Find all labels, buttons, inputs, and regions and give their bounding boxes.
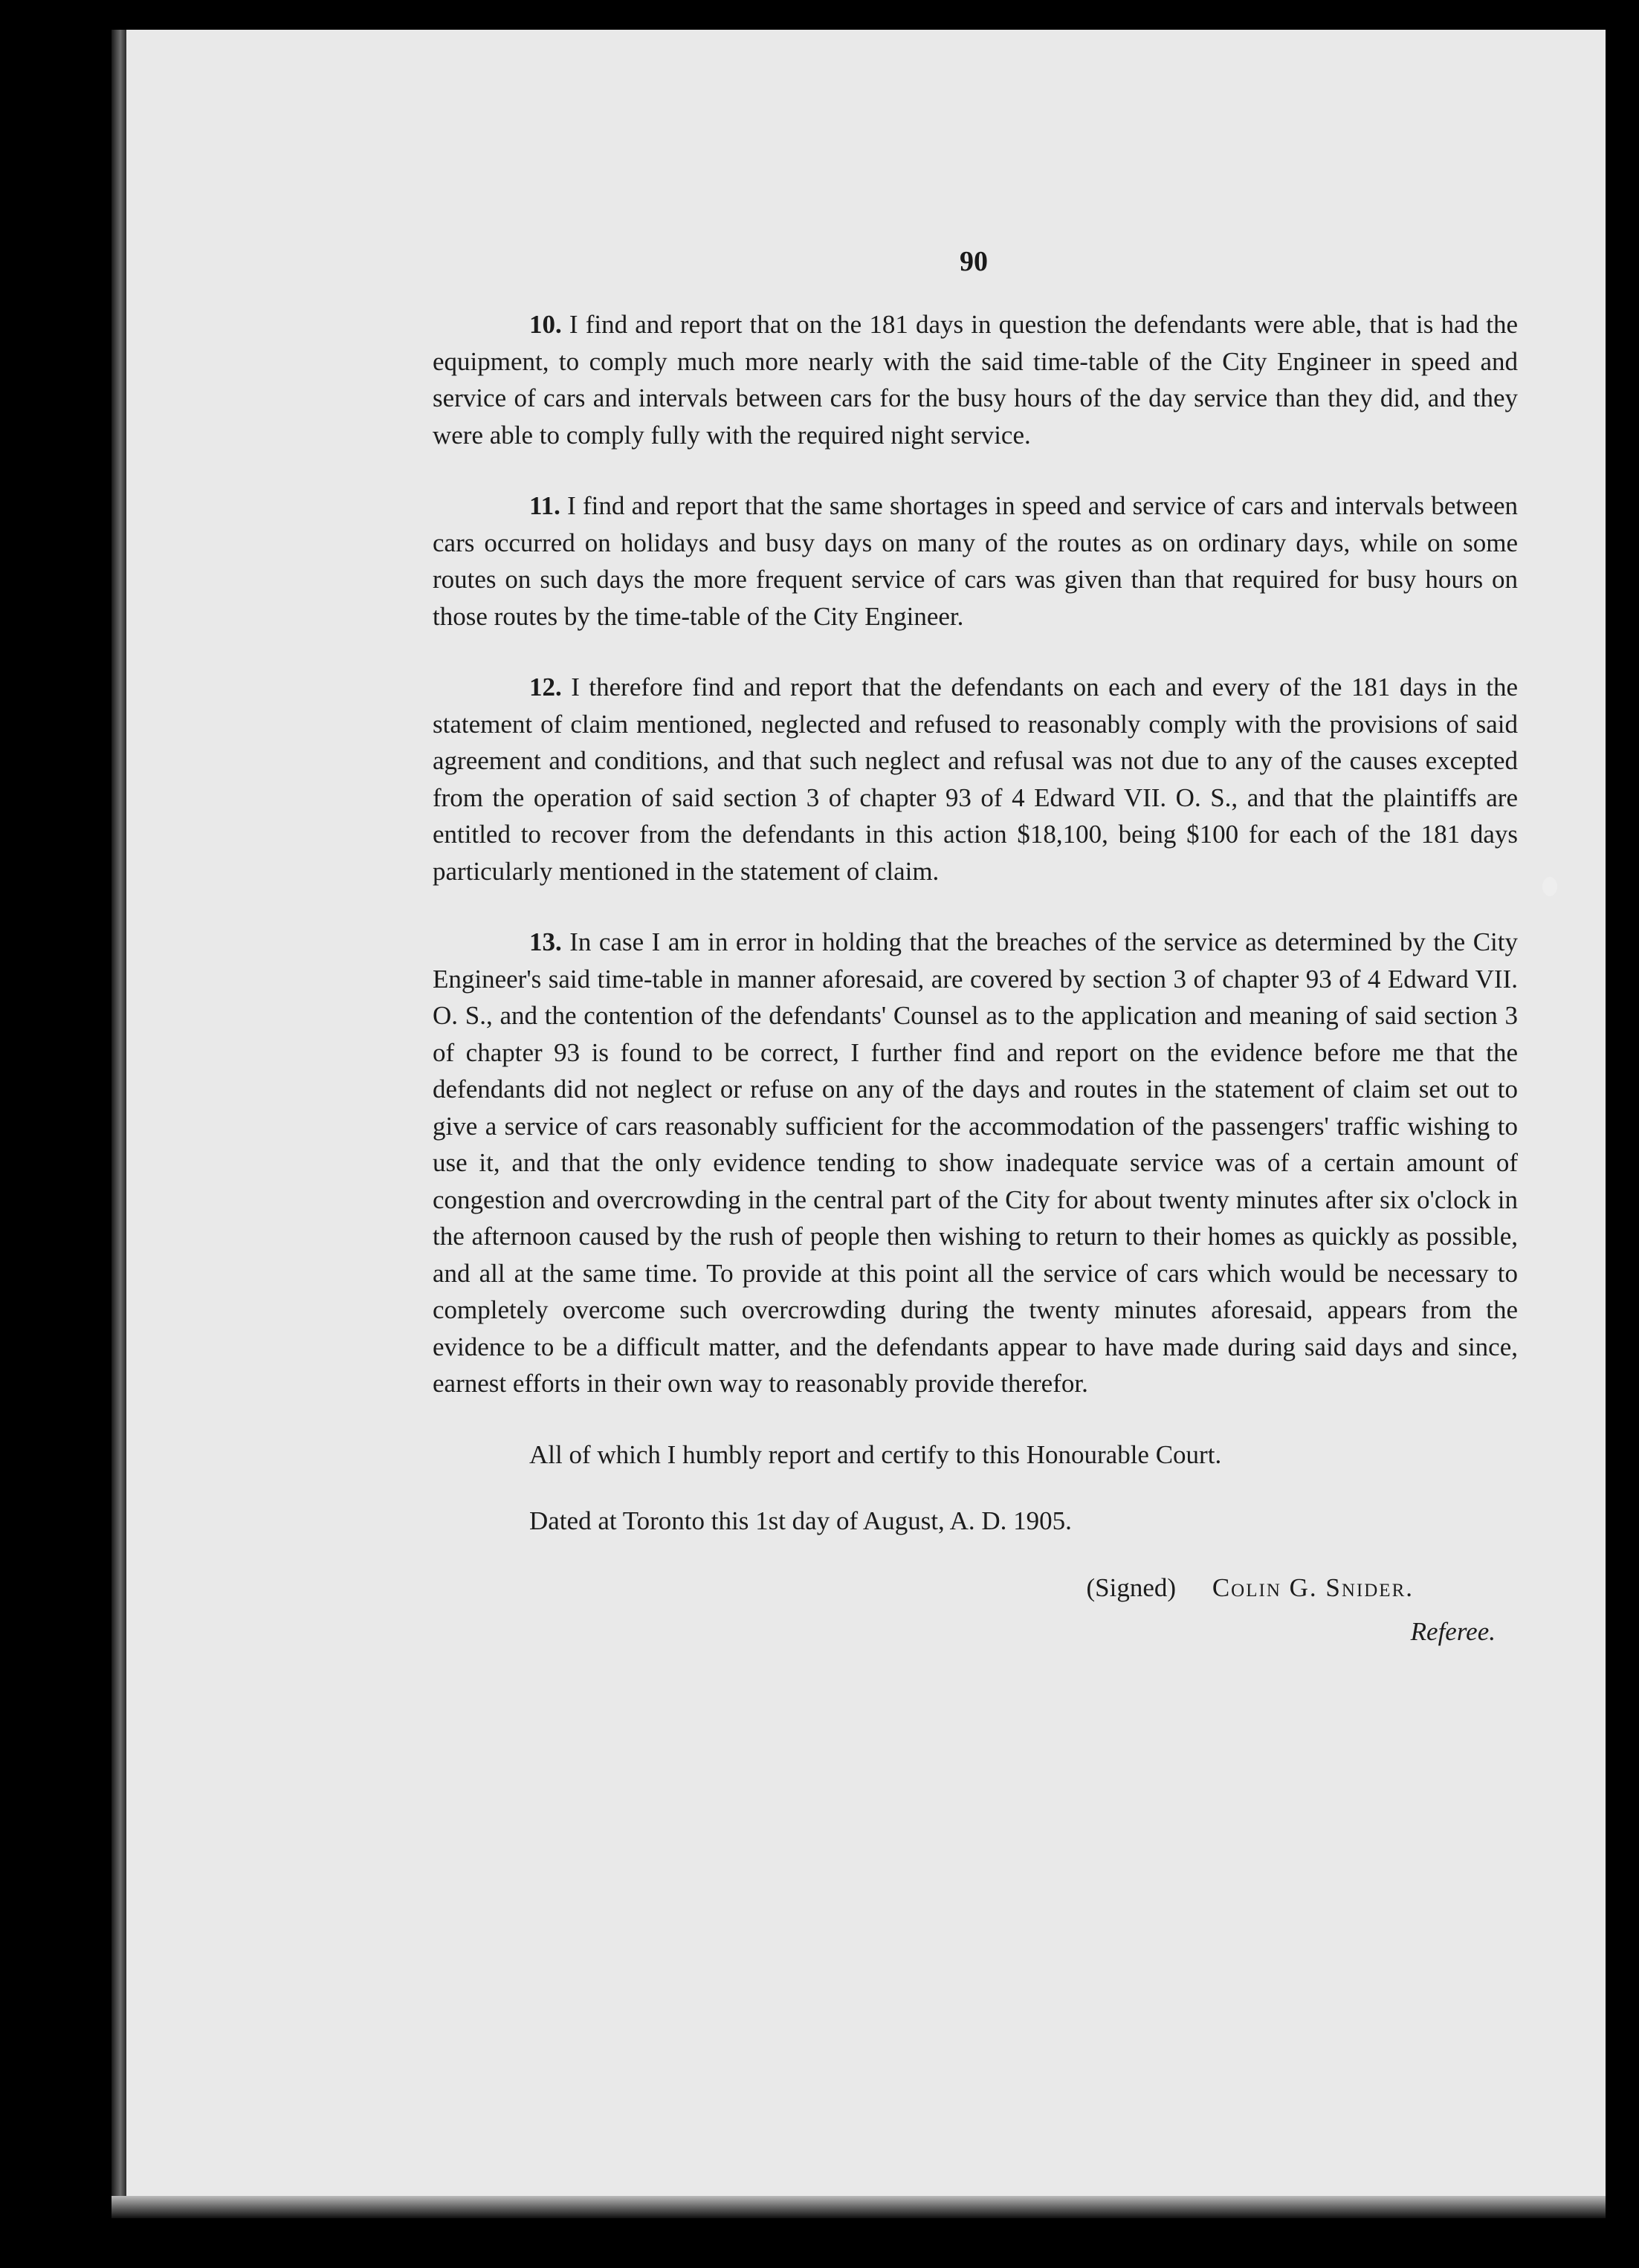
signer-title: Referee. [1410, 1617, 1496, 1646]
paragraph-number: 10. [529, 310, 562, 339]
paragraph-number: 13. [529, 927, 562, 956]
paragraph-12 [433, 669, 1518, 890]
paragraph-number: 11. [529, 491, 560, 520]
page-blemish [1542, 877, 1557, 896]
dated-line: Dated at Toronto this 1st day of August, A. D. 1905. [529, 1506, 1072, 1535]
signed-label: (Signed) [1086, 1572, 1177, 1602]
paragraph-text: I therefore find and report that the defendants on each and every of the 181 days in the statement of claim mentioned, neglected and refused to reasonably comply with the provisions of said agreement and conditions, and that such neglect and refusal was not due to any of the causes excepted from the operation of said section 3 of chapter 93 of 4 Edward VII. O. S., and that the plaintiffs are entitled to recover from the defendants in this action $18,100, being $100 for each of the 181 days particularly mentioned in the statement of claim. [433, 673, 1519, 886]
paragraph-11 [433, 487, 1518, 635]
signer-name: Colin G. Snider. [1212, 1572, 1414, 1602]
paragraph-text: I find and report that on the 181 days in question the defendants were able, that is had the equipment, to comply much more nearly with the said time-table of the City Engineer in speed and service of cars and intervals between cars for the busy hours of the day service than they did, and they were able to comply fully with the required night service. [433, 310, 1518, 450]
paragraph-text: I find and report that the same shortages in speed and service of cars and intervals between cars occurred on holidays and busy days on many of the routes as on ordinary days, while on some routes on such days the more frequent service of cars was given than that required for busy hours on those routes by the time-table of the City Engineer. [433, 491, 1518, 631]
signature-line [433, 1569, 1518, 1607]
paragraph-number: 12. [529, 673, 562, 702]
paragraph-13 [433, 924, 1518, 1402]
page-number: 90 [960, 246, 988, 277]
paragraph-text: In case I am in error in holding that the breaches of the service as determined by the City Engineer's said time-table in manner aforesaid, are covered by section 3 of chapter 93 of 4 Edward VII. O. S., and the contention of the defendants' Counsel as to the application and meaning of said section 3 of chapter 93 is found to be correct, I further find and report on the evidence before me that the defendants did not neglect or refuse on any of the days and routes in the statement of claim set out to give a service of cars reasonably sufficient for the accommodation of the passengers' traffic wishing to use it, and that the only evidence tending to show inadequate service was of a certain amount of congestion and overcrowding in the central part of the City for about twenty minutes after six o'clock in the afternoon caused by the rush of people then wishing to return to their homes as quickly as possible, and all at the same time. To provide at this point all the service of cars which would be necessary to completely overcome such overcrowding during the twenty minutes aforesaid, appears from the evidence to be a difficult matter, and the defendants appear to have made during said days and since, earnest efforts in their own way to reasonably provide therefor. [433, 927, 1518, 1398]
page-bottom-edge [111, 2196, 1606, 2218]
certification-line: All of which I humbly report and certify to this Honourable Court. [529, 1439, 1222, 1469]
document-body [433, 306, 1518, 1650]
paragraph-10 [433, 306, 1518, 453]
page-right-edge [1606, 30, 1639, 2214]
